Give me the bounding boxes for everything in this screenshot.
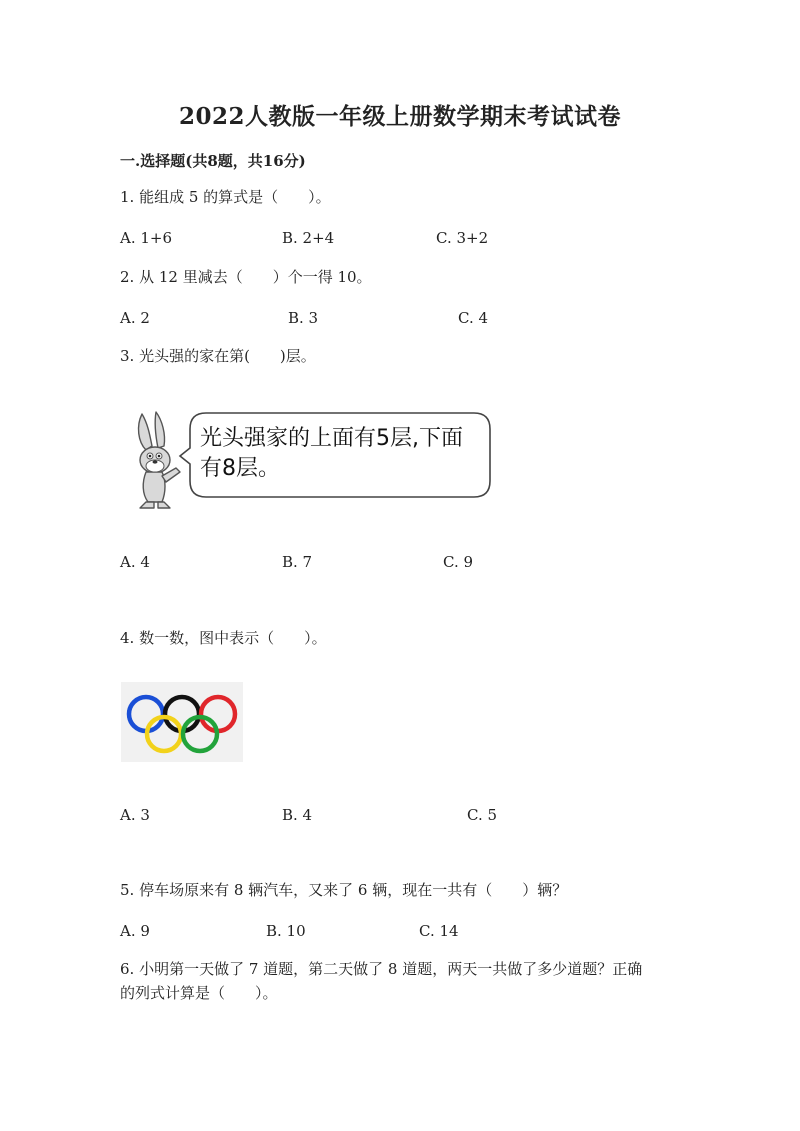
q5-option-a: A. 9 xyxy=(120,922,150,940)
q5-option-b: B. 10 xyxy=(266,922,306,940)
q4-option-c: C. 5 xyxy=(467,806,498,824)
olympic-rings-image xyxy=(121,682,243,762)
q4-option-b: B. 4 xyxy=(282,806,313,824)
q1-option-b: B. 2+4 xyxy=(282,229,335,247)
q2-option-c: C. 4 xyxy=(458,309,489,327)
q2-option-a: A. 2 xyxy=(120,309,150,327)
question-6-line-1: 6. 小明第一天做了 7 道题，第二天做了 8 道题，两天一共做了多少道题？正确 xyxy=(120,960,643,978)
speech-bubble-text: 光头强家的上面有5层,下面有8层。 xyxy=(200,426,463,481)
question-2: 2. 从 12 里减去（ ）个一得 10。 xyxy=(120,268,372,286)
question-5: 5. 停车场原来有 8 辆汽车，又来了 6 辆，现在一共有（ ）辆？ xyxy=(120,881,568,899)
q1-option-a: A. 1+6 xyxy=(120,229,173,247)
question-4: 4. 数一数，图中表示（ ）。 xyxy=(120,629,327,647)
q1-option-c: C. 3+2 xyxy=(436,229,489,247)
q3-option-b: B. 7 xyxy=(282,553,313,571)
q3-option-c: C. 9 xyxy=(443,553,474,571)
question-1: 1. 能组成 5 的算式是（ ）。 xyxy=(120,188,331,206)
q2-option-b: B. 3 xyxy=(288,309,319,327)
section-heading: 一.选择题(共8题，共16分) xyxy=(120,152,306,170)
question-3: 3. 光头强的家在第( )层。 xyxy=(120,347,316,365)
q4-option-a: A. 3 xyxy=(120,806,150,824)
q3-option-a: A. 4 xyxy=(120,553,150,571)
page-title: 2022人教版一年级上册数学期末考试试卷 xyxy=(178,103,621,130)
q5-option-c: C. 14 xyxy=(419,922,459,940)
question-6-line-2: 的列式计算是（ ）。 xyxy=(120,984,278,1002)
